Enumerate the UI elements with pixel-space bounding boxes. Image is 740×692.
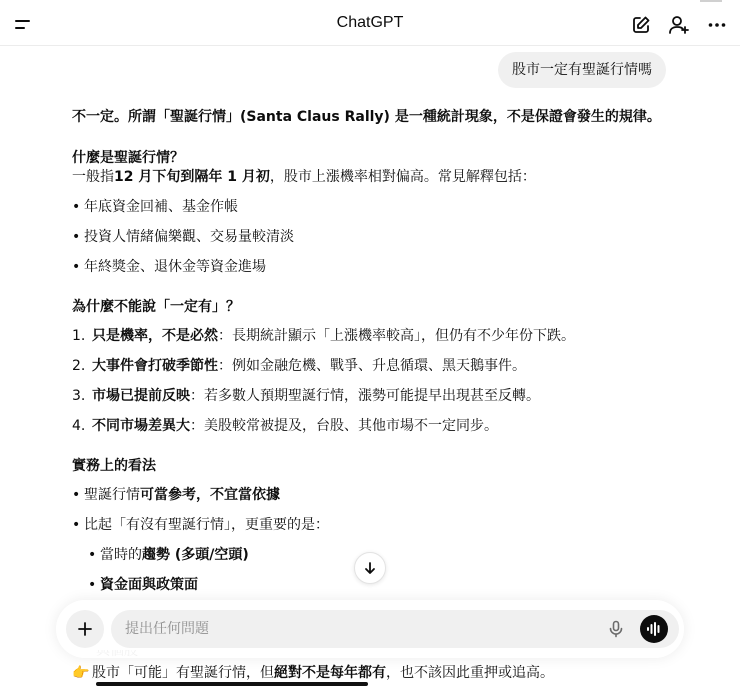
new-chat-button[interactable]	[628, 12, 654, 38]
home-indicator	[96, 682, 368, 686]
app-title: ChatGPT	[336, 14, 404, 31]
new-chat-icon	[631, 15, 651, 35]
add-person-button[interactable]	[666, 12, 692, 38]
conclusion-line: 👉 股市「可能」有聖誕行情，但絕對不是每年都有，也不該因此重押或追高。	[72, 665, 554, 681]
voice-wave-icon	[646, 622, 662, 636]
section-paragraph: 一般指12 月下旬到隔年 1 月初，股市上漲機率相對偏高。常見解釋包括：	[72, 169, 536, 185]
more-icon	[708, 22, 726, 28]
voice-mode-button[interactable]	[640, 615, 668, 643]
scroll-to-bottom-button[interactable]	[354, 552, 386, 584]
section-heading: 實務上的看法	[72, 458, 156, 474]
top-bar	[0, 0, 740, 46]
attach-button[interactable]	[66, 610, 104, 648]
add-person-icon	[668, 14, 690, 36]
pointing-hand-icon: 👉	[72, 665, 90, 681]
message-input[interactable]	[125, 610, 595, 648]
answer-intro: 不一定。所謂「聖誕行情」(Santa Claus Rally) 是一種統計現象，不是保證會發生的規律。	[72, 109, 661, 125]
arrow-down-icon	[363, 561, 377, 575]
more-options-button[interactable]	[704, 12, 730, 38]
section-heading: 什麼是聖誕行情？	[72, 150, 184, 166]
message-input-container	[111, 610, 679, 648]
top-divider	[0, 45, 740, 46]
microphone-icon	[609, 620, 623, 638]
top-edge-mark	[700, 0, 722, 2]
user-message-bubble: 股市一定有聖誕行情嗎	[498, 52, 666, 88]
section-heading: 為什麼不能說「一定有」？	[72, 299, 240, 315]
plus-icon	[77, 621, 93, 637]
dictate-button[interactable]	[604, 617, 628, 641]
